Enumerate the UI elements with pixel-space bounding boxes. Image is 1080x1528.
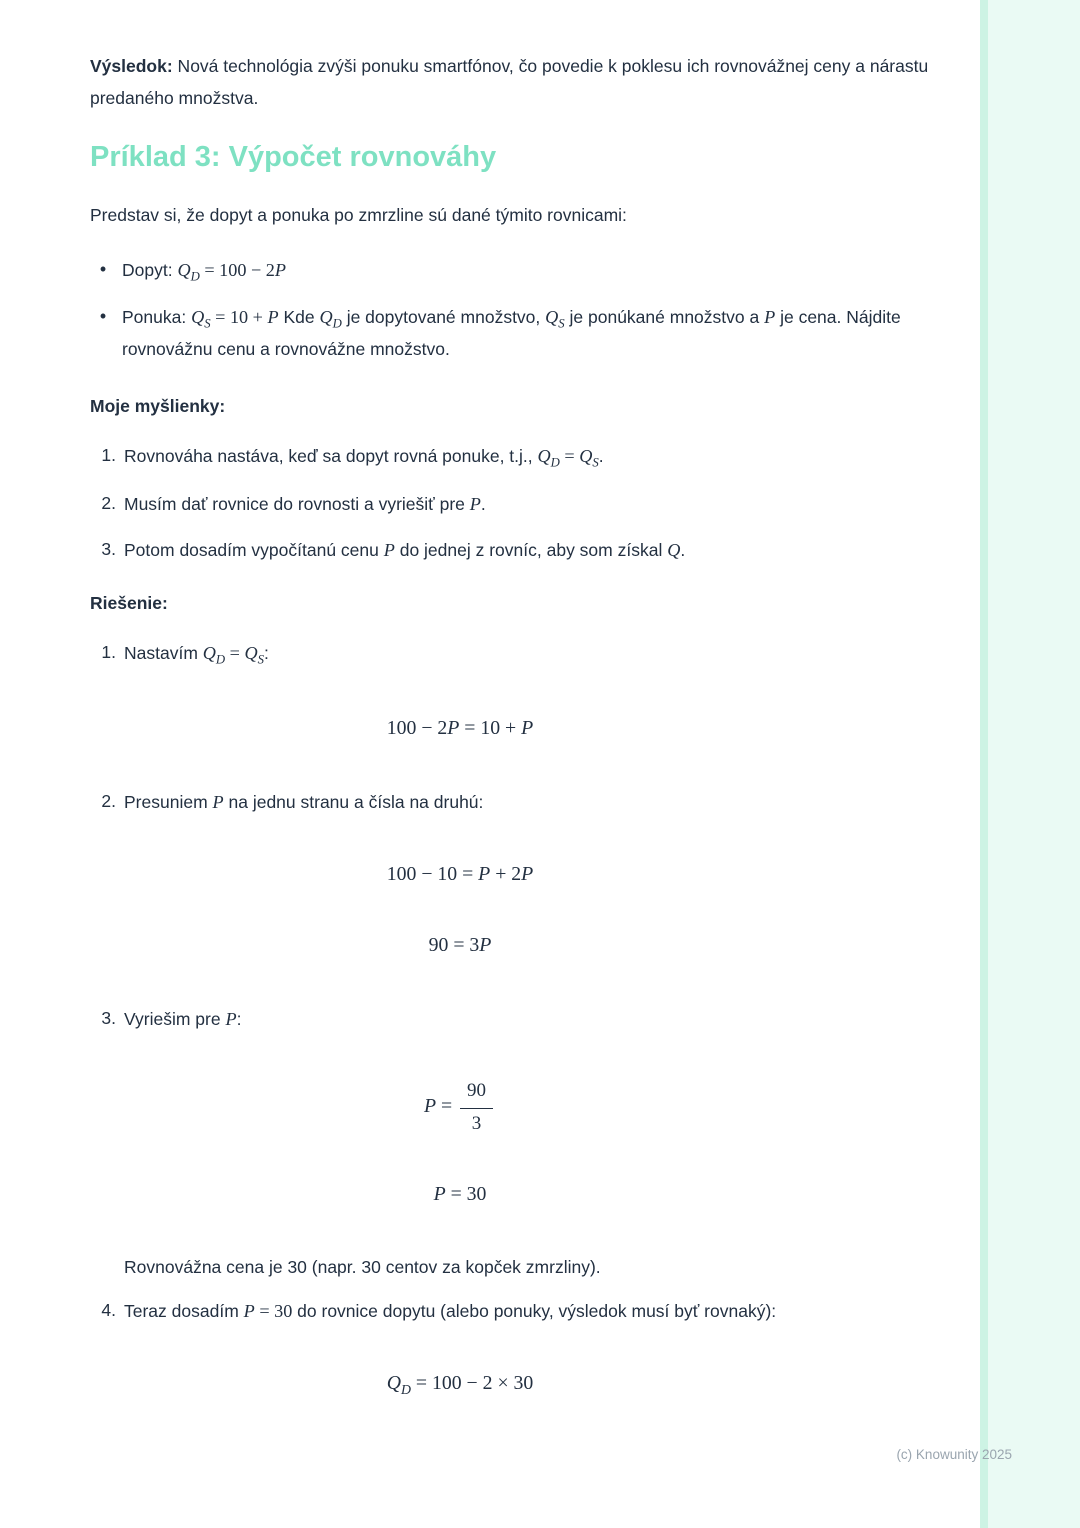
equilibrium-note: Rovnovážna cena je 30 (napr. 30 centov za kopček zmrzliny). bbox=[124, 1256, 601, 1277]
step-text: Presuniem P na jednu stranu a čísla na druhú: bbox=[124, 791, 484, 812]
solution-step-1 bbox=[90, 638, 950, 742]
solution-list bbox=[90, 638, 950, 1399]
list-number: 2. bbox=[101, 790, 116, 811]
page-edge-stripe bbox=[980, 0, 1080, 1528]
solution-label: Riešenie: bbox=[90, 593, 168, 614]
thought-text: Rovnováha nastáva, keď sa dopyt rovná ponuke, t.j., $Q_D = Q_S$. bbox=[124, 445, 604, 470]
list-number: 2. bbox=[101, 493, 116, 514]
equations-bullet-list bbox=[90, 255, 950, 363]
thoughts-label: Moje myšlienky: bbox=[90, 395, 226, 416]
step-text: Teraz dosadím P = 30 do rovnice dopytu (alebo ponuky, výsledok musí byť rovnaký): bbox=[124, 1300, 777, 1321]
thought-item bbox=[90, 489, 950, 519]
thought-text: Musím dať rovnice do rovnosti a vyriešiť pre P. bbox=[124, 494, 486, 515]
list-number: 4. bbox=[101, 1299, 116, 1320]
bullet-text: Ponuka: $Q_S = 10 + P$ Kde $Q_D$ je dopytované množstvo, $Q_S$ je ponúkané množstvo a P je cena. Nájdite rovnovážnu cenu a rovnovážne množstvo. bbox=[122, 307, 901, 359]
thought-text: Potom dosadím vypočítanú cenu P do jednej z rovníc, aby som získal Q. bbox=[124, 540, 686, 561]
section-heading: Príklad 3: Výpočet rovnováhy bbox=[90, 140, 497, 173]
solution-step-4 bbox=[90, 1296, 950, 1399]
list-number: 3. bbox=[101, 539, 116, 560]
step-text: Vyriešim pre P: bbox=[124, 1008, 242, 1029]
bullet-marker: • bbox=[99, 259, 107, 280]
display-equation: 100 − 10 = P + 2P bbox=[386, 862, 534, 885]
step-text: Nastavím $Q_D = Q_S$: bbox=[124, 643, 269, 667]
thought-item bbox=[90, 441, 950, 474]
solution-step-3 bbox=[90, 1004, 950, 1282]
thoughts-list bbox=[90, 441, 950, 566]
list-number: 1. bbox=[101, 444, 116, 465]
display-equation: 100 − 2P = 10 + P bbox=[386, 716, 534, 739]
bullet-text: Dopyt: $Q_D = 100 - 2P$ bbox=[122, 260, 286, 285]
solution-step-2 bbox=[90, 787, 950, 960]
display-equation: P = 30 bbox=[433, 1183, 487, 1206]
page-content bbox=[90, 50, 950, 1443]
bullet-marker: • bbox=[99, 306, 107, 327]
bullet-item-demand bbox=[90, 255, 950, 288]
display-equation: 90 = 3P bbox=[428, 934, 492, 957]
list-number: 1. bbox=[101, 642, 116, 663]
display-equation: $Q_D = 100 - 2 \times 30$ bbox=[386, 1371, 534, 1397]
list-number: 3. bbox=[101, 1007, 116, 1028]
result-paragraph: Výsledok: Nová technológia zvýši ponuku smartfónov, čo povedie k poklesu ich rovnovážnej ceny a nárastu predaného množstva. bbox=[90, 56, 929, 109]
thought-item bbox=[90, 535, 950, 565]
copyright-footer: (c) Knowunity 2025 bbox=[896, 1447, 1012, 1462]
display-equation-fraction: P = $\frac{90}{3}$ bbox=[90, 1078, 830, 1137]
intro-paragraph: Predstav si, že dopyt a ponuka po zmrzline sú dané týmito rovnicami: bbox=[90, 205, 627, 225]
bullet-item-supply bbox=[90, 302, 950, 364]
